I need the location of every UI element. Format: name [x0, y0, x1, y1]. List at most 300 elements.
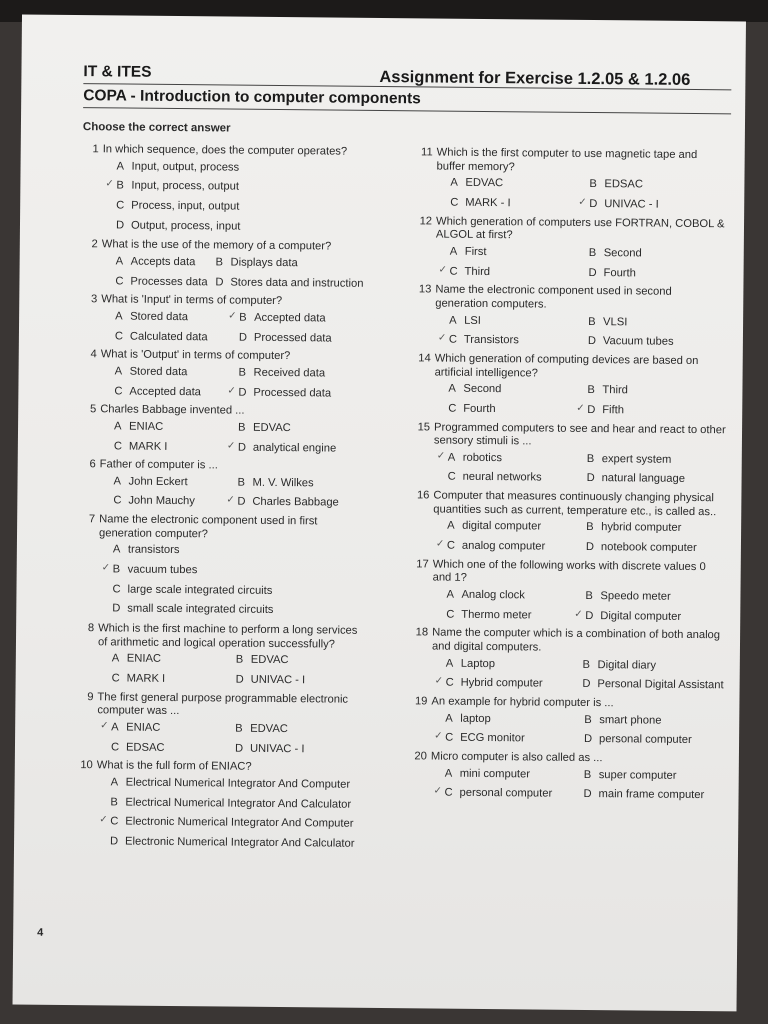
option-letter: C	[450, 196, 459, 209]
question-text	[59, 691, 359, 721]
option-text: EDVAC	[253, 421, 291, 434]
option-text: Electronic Numerical Integrator And Computer	[125, 815, 354, 831]
question-3	[63, 293, 363, 346]
option-letter: C	[113, 439, 123, 453]
question-text	[64, 238, 364, 255]
question-number: 13	[418, 283, 432, 296]
option-text: Digital diary	[597, 658, 657, 672]
question-number: 8	[87, 622, 95, 635]
answer-option-b	[236, 654, 360, 669]
option-text: Stores data and instruction	[230, 276, 364, 290]
option-text: EDSAC	[125, 741, 165, 754]
option-letter: B	[586, 452, 595, 465]
answer-option-a	[445, 767, 584, 782]
answer-option-b	[235, 723, 359, 738]
option-text: large scale integrated circuits	[127, 583, 273, 597]
answer-option-c	[448, 471, 587, 486]
course-title: COPA - Introduction to computer components	[83, 87, 421, 108]
question-stem: Which is the first machine to perform a long services of arithmetic and logical operation successfully?	[97, 622, 358, 651]
option-letter: A	[113, 475, 122, 488]
option-text: Hybrid computer	[460, 677, 543, 690]
option-letter: B	[116, 179, 124, 192]
answer-option-d	[239, 331, 363, 346]
option-letter: A	[449, 314, 457, 327]
option-text: Displays data	[230, 256, 298, 270]
option-letter: A	[114, 420, 122, 433]
option-letter: A	[445, 657, 454, 670]
option-text: Accepted data	[129, 385, 201, 398]
question-stem: Which generation of computing devices are based on artificial intelligence?	[434, 352, 699, 380]
answer-options	[61, 475, 361, 511]
option-text: Accepts data	[130, 255, 196, 269]
question-number: 20	[414, 750, 427, 763]
option-text: notebook computer	[600, 541, 697, 555]
option-text: Fifth	[602, 403, 625, 417]
option-letter: D	[588, 266, 597, 279]
option-letter: A	[110, 776, 119, 789]
option-letter: D	[235, 673, 244, 686]
questions-left-column	[58, 143, 365, 857]
answer-option-c	[112, 583, 360, 599]
answer-option-b	[582, 659, 723, 674]
option-letter: A	[447, 451, 456, 464]
option-text: analytical engine	[252, 441, 337, 455]
answer-option-b	[238, 421, 362, 436]
answer-option-d	[587, 404, 726, 419]
answer-option-b	[589, 247, 728, 262]
answer-option-c	[447, 540, 586, 555]
option-letter: A	[445, 712, 453, 725]
answer-option-d	[583, 788, 722, 803]
option-letter: C	[448, 333, 458, 346]
option-text: UNIVAC - I	[604, 198, 659, 211]
option-letter: B	[238, 366, 247, 379]
answer-option-d	[236, 674, 360, 689]
answer-options	[63, 310, 363, 346]
option-letter: C	[110, 741, 120, 754]
option-text: ENIAC	[129, 420, 164, 433]
answer-option-b	[586, 521, 725, 536]
questions-right-column	[392, 146, 728, 808]
question-text	[63, 348, 363, 365]
answer-option-d	[110, 835, 358, 851]
question-number: 1	[92, 143, 99, 156]
answer-options	[395, 520, 725, 556]
answer-options	[63, 255, 363, 291]
answer-option-d	[582, 678, 723, 693]
question-4	[62, 348, 362, 401]
answer-option-c	[445, 732, 584, 747]
answer-option-c	[115, 275, 215, 290]
option-letter: A	[447, 520, 455, 533]
option-letter: B	[235, 653, 244, 667]
question-stem: Which generation of computers use FORTRAN, COBOL & ALGOL at first?	[435, 215, 725, 242]
answer-option-d	[588, 267, 727, 282]
question-7	[60, 513, 361, 619]
question-text	[62, 458, 362, 475]
option-letter: A	[446, 588, 454, 601]
question-number: 2	[91, 238, 98, 251]
answer-options	[392, 767, 722, 803]
option-text: EDSAC	[604, 178, 644, 191]
answer-options	[58, 776, 359, 852]
option-text: Processed data	[253, 386, 332, 400]
question-text	[59, 759, 359, 776]
option-text: Calculated data	[129, 330, 208, 343]
answer-options	[398, 245, 728, 281]
answer-option-a	[448, 383, 587, 398]
question-6	[61, 458, 361, 511]
answer-option-c	[116, 199, 364, 215]
question-stem: Programmed computers to see and hear and react to other sensory stimuli is ...	[433, 420, 726, 448]
option-letter: C	[111, 672, 120, 685]
answer-option-a	[449, 314, 588, 329]
question-number: 4	[90, 348, 97, 361]
question-number: 9	[87, 690, 94, 703]
answer-options	[397, 314, 727, 350]
answer-options	[393, 712, 723, 748]
option-text: Third	[464, 265, 491, 278]
question-number: 12	[419, 214, 433, 228]
option-letter: A	[116, 160, 125, 173]
option-letter: D	[583, 788, 592, 801]
option-letter: D	[585, 609, 594, 622]
option-letter: C	[446, 539, 456, 552]
answer-option-c	[450, 197, 589, 212]
question-number: 3	[90, 293, 98, 306]
answer-option-a	[111, 776, 359, 792]
question-stem: Which is the first computer to use magnetic tape and buffer memory?	[436, 146, 698, 173]
answer-option-b	[588, 316, 727, 331]
answer-option-a	[114, 420, 238, 435]
answer-options	[60, 652, 360, 688]
option-letter: D	[587, 335, 597, 348]
option-text: Transistors	[463, 334, 519, 347]
answer-option-d	[586, 541, 725, 556]
question-number: 15	[417, 420, 431, 433]
question-stem: Which one of the following works with discrete values 0 and 1?	[432, 558, 706, 585]
option-text: John Eckert	[128, 475, 188, 488]
question-text	[394, 627, 724, 657]
answer-option-a	[445, 712, 584, 727]
option-letter: A	[115, 310, 123, 323]
option-letter: C	[114, 329, 124, 343]
question-stem: Father of computer is ...	[99, 458, 218, 472]
option-letter: C	[448, 402, 457, 415]
option-text: Process, input, output	[131, 199, 240, 213]
option-text: Electronic Numerical Integrator And Calculator	[125, 835, 355, 850]
answer-option-c	[114, 440, 238, 455]
answer-option-c	[444, 787, 583, 802]
option-text: hybrid computer	[601, 521, 682, 535]
question-stem: Name the electronic component used in second generation computers.	[435, 283, 672, 311]
answer-option-b	[110, 796, 358, 812]
question-stem: What is 'Output' in terms of computer?	[100, 348, 291, 363]
question-text	[62, 403, 362, 420]
question-text	[393, 695, 723, 712]
option-letter: B	[588, 315, 596, 328]
question-number: 6	[89, 458, 96, 471]
instruction-text: Choose the correct answer	[82, 121, 231, 135]
option-letter: D	[238, 331, 248, 344]
option-letter: B	[584, 713, 592, 726]
option-text: Thermo meter	[461, 608, 532, 622]
option-letter: C	[446, 608, 455, 621]
question-stem: In which sequence, does the computer operates?	[102, 143, 348, 158]
option-text: Accepted data	[254, 311, 326, 325]
option-letter: B	[585, 590, 593, 603]
option-text: Stored data	[129, 365, 188, 379]
option-text: Electrical Numerical Integrator And Calculator	[125, 796, 352, 811]
answer-option-d	[235, 742, 359, 757]
option-text: Input, process, output	[131, 179, 240, 193]
answer-options	[396, 451, 726, 487]
option-text: Processed data	[253, 331, 332, 345]
option-letter: D	[112, 602, 121, 615]
option-letter: B	[588, 246, 597, 259]
option-letter: D	[582, 678, 591, 691]
option-text: MARK I	[126, 672, 166, 685]
question-text	[396, 421, 726, 451]
option-text: natural language	[601, 472, 686, 486]
option-text: EDVAC	[250, 654, 289, 667]
option-letter: C	[449, 265, 458, 278]
option-text: Charles Babbage	[252, 496, 339, 510]
question-9	[59, 691, 360, 758]
question-stem: An example for hybrid computer is ...	[431, 695, 614, 710]
option-letter: D	[589, 197, 598, 211]
option-letter: A	[448, 382, 456, 395]
option-letter: C	[445, 676, 454, 690]
option-text: VLSI	[603, 315, 628, 328]
answer-option-a	[113, 475, 237, 490]
option-text: John Mauchy	[128, 495, 195, 508]
question-text	[395, 558, 725, 588]
option-letter: B	[215, 256, 224, 269]
option-letter: C	[113, 494, 122, 507]
answer-option-a	[446, 589, 585, 604]
question-number: 17	[416, 558, 429, 571]
option-letter: B	[587, 384, 595, 397]
option-text: Stored data	[130, 310, 189, 324]
answer-option-a	[113, 544, 361, 560]
option-text: LSI	[464, 314, 481, 327]
question-text	[60, 622, 360, 652]
question-14	[396, 352, 727, 419]
answer-option-a	[116, 160, 364, 176]
option-letter: D	[585, 541, 595, 554]
answer-option-c	[111, 741, 235, 756]
answer-option-a	[112, 653, 236, 668]
option-text: small scale integrated circuits	[127, 602, 274, 617]
option-letter: B	[237, 476, 246, 489]
answer-option-c	[114, 385, 238, 400]
question-text	[63, 293, 363, 310]
option-text: Received data	[253, 366, 326, 380]
option-letter: A	[115, 255, 124, 268]
option-letter: B	[238, 421, 246, 434]
question-text	[399, 146, 729, 176]
answer-option-b	[239, 312, 363, 327]
answer-option-a	[450, 177, 589, 192]
answer-option-d	[116, 219, 364, 235]
answer-option-b	[237, 476, 361, 491]
answer-option-a	[115, 310, 239, 325]
option-letter: D	[586, 472, 595, 485]
answer-option-a	[116, 255, 216, 270]
question-number: 7	[88, 513, 96, 526]
assignment-title: Assignment for Exercise 1.2.05 & 1.2.06	[379, 67, 691, 89]
answer-option-c	[115, 330, 239, 345]
question-number: 16	[416, 489, 430, 502]
answer-option-c	[449, 265, 588, 280]
answer-option-d	[584, 733, 723, 748]
answer-option-a	[115, 365, 239, 380]
answer-option-b	[215, 256, 363, 271]
option-letter: B	[583, 768, 592, 781]
option-text: Second	[463, 382, 502, 396]
answer-option-b	[113, 564, 361, 580]
question-text	[397, 352, 727, 382]
option-text: EDVAC	[465, 177, 504, 190]
question-number: 19	[414, 695, 428, 708]
answer-options	[394, 588, 724, 624]
answer-option-b	[584, 714, 723, 729]
option-text: Second	[603, 247, 642, 260]
question-stem: What is the use of the memory of a computer?	[101, 238, 332, 253]
option-text: personal computer	[599, 733, 692, 747]
option-letter: C	[445, 731, 454, 745]
answer-option-d	[589, 198, 728, 213]
answer-options	[62, 365, 362, 401]
option-text: analog computer	[461, 539, 546, 553]
question-16	[395, 489, 726, 556]
question-12	[398, 215, 729, 282]
option-text: mini computer	[459, 767, 531, 781]
option-text: Output, process, input	[130, 219, 241, 233]
option-letter: C	[110, 815, 119, 828]
question-number: 10	[80, 759, 93, 772]
option-text: Analog clock	[461, 588, 525, 602]
option-letter: C	[444, 786, 453, 799]
option-letter: C	[114, 384, 123, 398]
question-number: 14	[418, 352, 431, 365]
answer-option-d	[587, 472, 726, 487]
option-letter: B	[589, 178, 597, 191]
option-letter: D	[215, 275, 224, 289]
option-text: UNIVAC - I	[249, 742, 305, 755]
option-text: robotics	[462, 451, 503, 464]
option-text: smart phone	[599, 713, 662, 727]
option-text: ENIAC	[126, 652, 162, 666]
subject-heading: IT & ITES	[83, 63, 152, 81]
option-text: main frame computer	[598, 788, 705, 802]
option-letter: D	[110, 835, 119, 848]
option-letter: A	[449, 245, 458, 258]
option-letter: D	[115, 219, 125, 232]
option-letter: A	[111, 721, 119, 734]
question-17	[394, 558, 725, 625]
answer-option-d	[238, 386, 362, 401]
answer-option-a	[450, 246, 589, 261]
answer-option-b	[587, 384, 726, 399]
option-letter: C	[115, 275, 124, 288]
answer-options	[394, 657, 724, 693]
question-stem: Charles Babbage invented ...	[100, 403, 245, 417]
option-text: super computer	[598, 768, 677, 782]
option-letter: B	[235, 722, 243, 735]
option-letter: A	[114, 365, 123, 378]
option-letter: A	[111, 652, 120, 665]
answer-option-c	[448, 402, 587, 417]
worksheet-page	[13, 15, 746, 1012]
question-number: 5	[89, 403, 97, 416]
answer-option-b	[584, 769, 723, 784]
option-letter: C	[112, 583, 121, 596]
option-letter: D	[584, 733, 593, 746]
option-text: transistors	[127, 544, 180, 557]
option-text: MARK - I	[465, 196, 511, 210]
option-letter: B	[582, 658, 591, 671]
option-text: MARK I	[128, 440, 168, 453]
answer-option-c	[112, 672, 236, 687]
answer-option-b	[589, 178, 728, 193]
option-text: Digital computer	[600, 609, 682, 623]
option-letter: B	[239, 311, 247, 324]
option-text: UNIVAC - I	[250, 673, 306, 687]
option-text: Fourth	[463, 402, 496, 415]
answer-options	[398, 176, 728, 212]
question-stem: What is the full form of ENIAC?	[96, 759, 252, 774]
answer-option-a	[447, 520, 586, 535]
question-2	[63, 238, 363, 291]
option-text: vacuum tubes	[127, 563, 198, 577]
option-text: digital computer	[462, 520, 542, 533]
option-letter: A	[112, 543, 121, 556]
question-text	[397, 283, 727, 313]
answer-option-a	[111, 721, 235, 736]
question-stem: Computer that measures continuously changing physical quantities such as current, temperature etc., is called as..	[433, 489, 717, 518]
option-text: laptop	[460, 712, 491, 725]
question-text	[61, 513, 361, 543]
question-11	[398, 146, 729, 213]
answer-option-c	[449, 334, 588, 349]
question-stem: Name the electronic component used in first generation computer?	[98, 513, 318, 541]
answer-option-b	[587, 453, 726, 468]
option-text: Third	[602, 384, 628, 397]
answer-option-a	[448, 451, 587, 466]
answer-options	[59, 721, 359, 757]
answer-option-c	[446, 677, 583, 692]
option-text: EDVAC	[250, 722, 288, 736]
option-text: Speedo meter	[600, 590, 671, 603]
answer-option-d	[237, 496, 361, 511]
option-letter: D	[234, 742, 244, 755]
answer-option-a	[446, 657, 583, 672]
option-text: personal computer	[459, 787, 553, 800]
question-text	[393, 750, 723, 767]
option-letter: A	[450, 176, 458, 190]
option-text: Fourth	[603, 266, 636, 280]
question-text	[398, 215, 728, 245]
option-text: M. V. Wilkes	[252, 476, 314, 490]
question-19	[393, 695, 723, 748]
answer-options	[62, 420, 362, 456]
page-number: 4	[37, 926, 44, 939]
option-text: expert system	[601, 452, 672, 466]
question-1	[64, 143, 365, 235]
question-number: 18	[415, 626, 429, 639]
